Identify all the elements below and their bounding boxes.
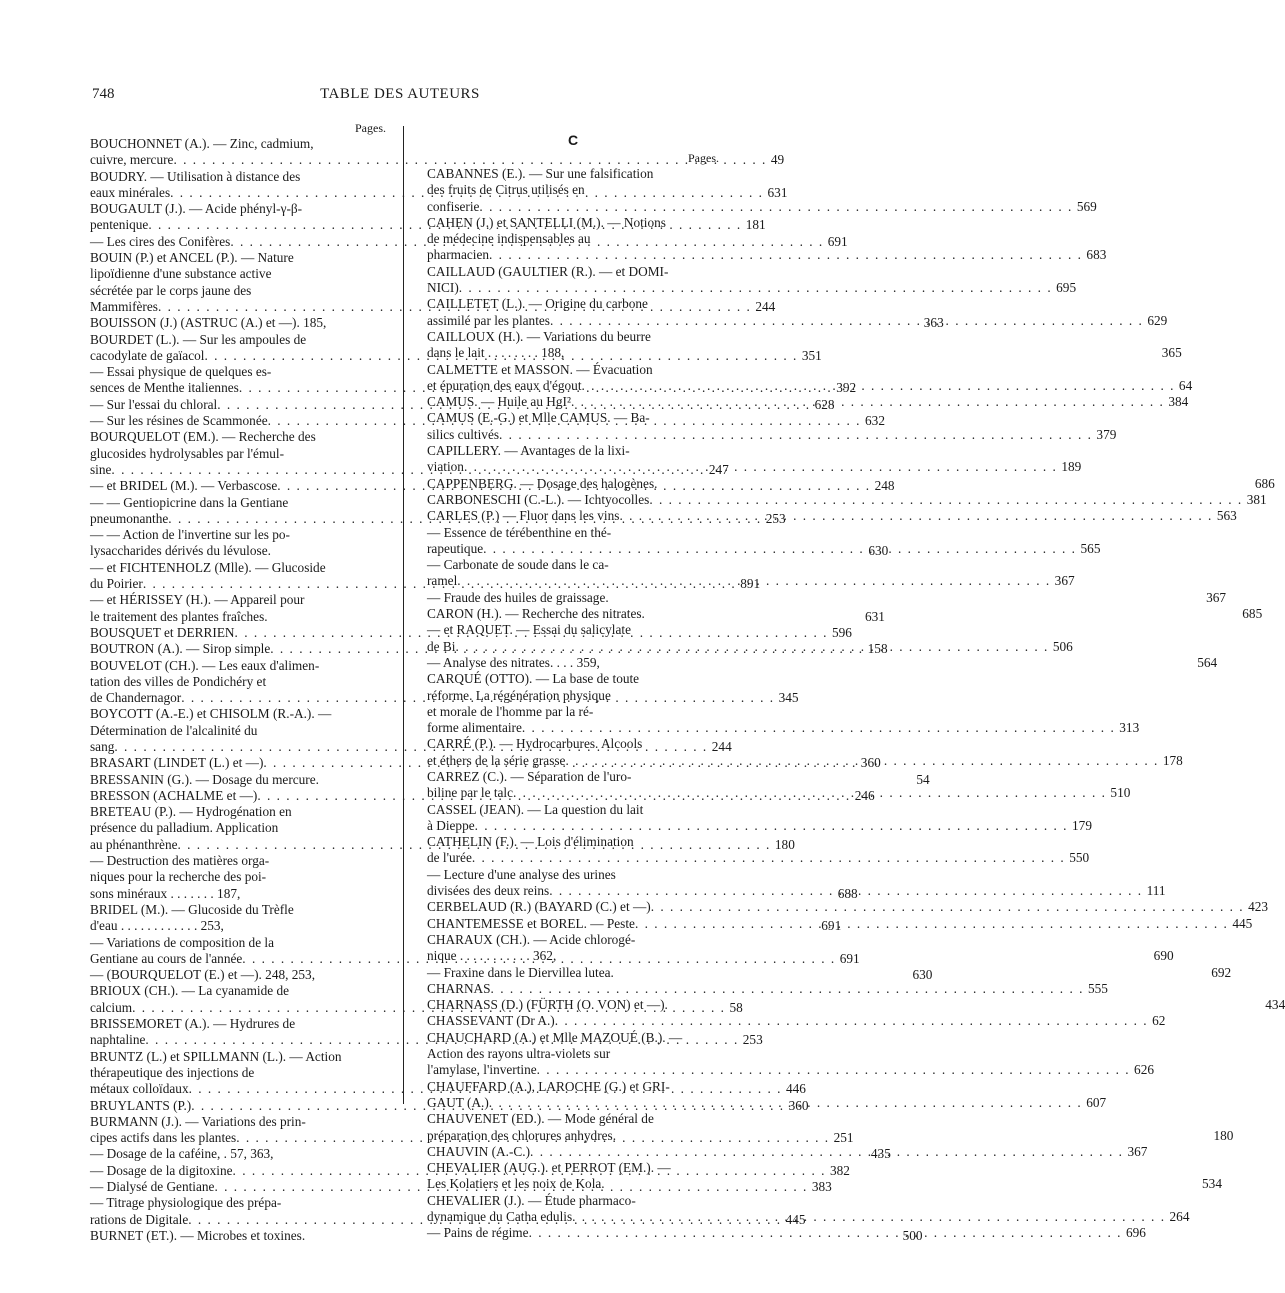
entry-page: 251 bbox=[833, 1130, 854, 1146]
entry-page: 363 bbox=[923, 315, 944, 331]
entry-text: biline par le talc bbox=[427, 785, 514, 801]
index-line bbox=[427, 296, 719, 312]
entry-text: CHAUFFARD (A.), LAROCHE (G.) et GRI- bbox=[427, 1078, 670, 1094]
index-line bbox=[90, 1114, 386, 1130]
index-line bbox=[90, 266, 386, 282]
running-title: TABLE DES AUTEURS bbox=[320, 86, 480, 102]
entry-page: 555 bbox=[1087, 980, 1108, 996]
index-line bbox=[90, 1016, 386, 1032]
index-line bbox=[427, 166, 719, 182]
entry-page: 360 bbox=[788, 1097, 809, 1113]
pages-label: Pages. bbox=[355, 121, 386, 135]
entry-text: de Chandernagor bbox=[90, 690, 182, 706]
entry-text: CAHEN (J.) et SANTELLI (M.). — Notions bbox=[427, 214, 666, 230]
entry-text: sences de Menthe italiennes bbox=[90, 380, 239, 396]
entry-page: 58 bbox=[729, 999, 743, 1015]
entry-page: 392 bbox=[836, 380, 857, 396]
entry-text: CAMUS. — Huile au HgI² bbox=[427, 394, 571, 410]
index-line bbox=[427, 1013, 1166, 1029]
index-line bbox=[427, 329, 719, 345]
entry-text: — Fraxine dans le Diervillea lutea. bbox=[427, 964, 614, 980]
entry-text: assimilé par les plantes bbox=[427, 312, 550, 328]
entry-text: CASSEL (JEAN). — La question du lait bbox=[427, 801, 644, 817]
entry-text: présence du palladium. Application bbox=[90, 820, 279, 836]
column-divider bbox=[403, 126, 404, 1104]
entry-page: 345 bbox=[778, 690, 799, 706]
index-line bbox=[90, 429, 386, 445]
entry-text: CHASSEVANT (Dr A.) bbox=[427, 1013, 555, 1029]
entry-page: 632 bbox=[865, 413, 885, 429]
entry-text: BRIDEL (M.). — Glucoside du Trèfle bbox=[90, 901, 294, 917]
index-line bbox=[427, 850, 1090, 866]
index-line bbox=[90, 332, 386, 348]
pages-label: Pages. bbox=[688, 151, 719, 165]
index-line bbox=[427, 264, 719, 280]
entry-page: 434 bbox=[1265, 997, 1285, 1013]
entry-text: niques pour la recherche des poi- bbox=[90, 869, 267, 885]
entry-text: — Sur les résines de Scammonée bbox=[90, 413, 268, 429]
index-line bbox=[90, 136, 386, 152]
entry-page: 178 bbox=[1162, 752, 1183, 768]
entry-text: BRUNTZ (L.) et SPILLMANN (L.). — Action bbox=[90, 1048, 342, 1064]
entry-page: 696 bbox=[1125, 1225, 1146, 1241]
entry-text: sine bbox=[90, 461, 112, 477]
entry-text: CARQUÉ (OTTO). — La base de toute bbox=[427, 671, 640, 687]
index-line bbox=[427, 198, 1097, 215]
index-line bbox=[427, 817, 1092, 834]
entry-text: d'eau . . . . . . . . . . . . 253, bbox=[90, 918, 224, 934]
index-line bbox=[90, 527, 386, 543]
entry-page: 180 bbox=[1213, 1127, 1234, 1143]
entry-text: — Essence de térébenthine en thé- bbox=[427, 524, 612, 540]
index-line bbox=[90, 283, 386, 299]
entry-text: — Dialysé de Gentiane bbox=[90, 1179, 215, 1194]
entry-text: réforme. La régénération physique bbox=[427, 687, 611, 703]
index-line bbox=[427, 834, 719, 850]
index-line bbox=[427, 622, 719, 638]
index-line bbox=[427, 1046, 719, 1062]
index-line bbox=[427, 443, 719, 459]
entry-text: — Les cires des Conifères bbox=[90, 233, 231, 249]
entry-text: CARON (H.). — Recherche des nitrates. bbox=[427, 606, 645, 622]
entry-text: — Sur l'essai du chloral bbox=[90, 396, 218, 412]
entry-text: Détermination de l'alcalinité du bbox=[90, 722, 258, 738]
index-line bbox=[90, 364, 386, 380]
entry-page: 691 bbox=[839, 950, 860, 966]
entry-page: 685 bbox=[1242, 606, 1263, 622]
index-line bbox=[427, 899, 1269, 915]
entry-text: CATHELIN (F.). — Lois d'élimination bbox=[427, 834, 634, 850]
entry-text: — Essai physique de quelques es- bbox=[90, 364, 272, 380]
entry-page: 111 bbox=[1146, 883, 1166, 899]
entry-text: CERBELAUD (R.) (BAYARD (C.) et —) bbox=[427, 899, 651, 915]
index-line bbox=[427, 867, 719, 883]
entry-page: 500 bbox=[902, 1227, 923, 1243]
entry-page: 54 bbox=[916, 771, 930, 787]
index-line bbox=[90, 902, 386, 918]
entry-text: — Destruction des matières orga- bbox=[90, 853, 270, 869]
entry-page: 367 bbox=[1127, 1143, 1148, 1159]
entry-text: pentenique bbox=[90, 217, 149, 233]
entry-page: 683 bbox=[1086, 247, 1107, 263]
entry-page: 247 bbox=[708, 461, 729, 477]
entry-text: rapeutique bbox=[427, 540, 484, 556]
index-line bbox=[90, 820, 386, 836]
index-line bbox=[427, 557, 719, 573]
entry-text: CAILLAUD (GAULTIER (R.). — et DOMI- bbox=[427, 263, 669, 279]
entry-text: CHEVALIER (AUG.). et PERROT (EM.). — bbox=[427, 1160, 671, 1176]
entry-text: — — Action de l'invertine sur les po- bbox=[90, 527, 290, 543]
entry-text: Action des rayons ultra-violets sur bbox=[427, 1046, 611, 1062]
entry-text: — Dosage de la caféine, . 57, 363, bbox=[90, 1146, 274, 1162]
index-line bbox=[427, 589, 1227, 606]
entry-text: cuivre, mercure bbox=[90, 152, 174, 168]
index-line bbox=[90, 869, 386, 885]
index-line bbox=[427, 736, 719, 752]
entry-page: 365 bbox=[1161, 345, 1182, 361]
entry-text: Mammifères bbox=[90, 298, 158, 314]
entry-text: sons minéraux . . . . . . . 187, bbox=[90, 885, 241, 901]
index-line bbox=[427, 688, 719, 704]
entry-text: Gentiane au cours de l'année bbox=[90, 950, 243, 966]
entry-page: 189 bbox=[1061, 459, 1082, 475]
entry-text: CHEVALIER (J.). — Étude pharmaco- bbox=[427, 1192, 636, 1208]
index-line bbox=[427, 491, 1267, 508]
entry-text: BRASART (LINDET (L.) et —) bbox=[90, 755, 264, 771]
entry-page: 691 bbox=[821, 918, 842, 934]
entry-page: 445 bbox=[785, 1211, 806, 1227]
entry-page: 253 bbox=[765, 510, 786, 526]
index-line bbox=[90, 1195, 386, 1211]
entry-text: BOUGAULT (J.). — Acide phényl-γ-β- bbox=[90, 201, 303, 217]
entry-page: 49 bbox=[770, 152, 785, 168]
entry-page: 690 bbox=[1153, 948, 1174, 964]
entry-text: au phénanthrène bbox=[90, 836, 178, 852]
entry-page: 630 bbox=[912, 967, 933, 983]
index-line bbox=[90, 1049, 386, 1065]
entry-text: dynamique du Catha edulis bbox=[427, 1209, 573, 1224]
index-line bbox=[90, 674, 386, 690]
entry-text: BURNET (ET.). — Microbes et toxines. bbox=[90, 1227, 306, 1243]
entry-text: BOUDRY. — Utilisation à distance des bbox=[90, 168, 301, 184]
entry-text: à Dieppe bbox=[427, 817, 475, 833]
entry-page: 367 bbox=[1206, 589, 1227, 605]
entry-page: 631 bbox=[864, 608, 885, 624]
entry-text: CHANTEMESSE et BOREL. — Peste bbox=[427, 915, 635, 931]
index-line bbox=[427, 280, 1077, 296]
entry-page: 607 bbox=[1086, 1094, 1107, 1110]
entry-page: 534 bbox=[1202, 1176, 1222, 1192]
index-line bbox=[427, 704, 719, 720]
index-line bbox=[427, 1111, 719, 1127]
entry-text: sang bbox=[90, 738, 115, 754]
entry-text: — (BOURQUELOT (E.) et —). 248, 253, bbox=[90, 967, 316, 983]
entry-text: CHAUVENET (ED.). — Mode général de bbox=[427, 1111, 654, 1127]
index-line bbox=[90, 1065, 386, 1081]
entry-text: BRESSON (ACHALME et —) bbox=[90, 787, 258, 803]
entry-text: dans le lait . . . . . . . . 188, bbox=[427, 345, 565, 361]
entry-page: 446 bbox=[785, 1081, 806, 1097]
entry-text: — Analyse des nitrates. . . . 359, bbox=[427, 654, 600, 670]
entry-page: 253 bbox=[742, 1032, 763, 1048]
entry-text: et morale de l'homme par la ré- bbox=[427, 703, 594, 719]
entry-page: 351 bbox=[801, 347, 822, 363]
index-line bbox=[90, 658, 386, 674]
entry-text: CAPPENBERG. — Dosage des halogènes. bbox=[427, 475, 658, 491]
entry-page: 628 bbox=[814, 396, 835, 412]
index-line bbox=[427, 182, 719, 198]
index-line bbox=[90, 169, 386, 185]
entry-page: 244 bbox=[711, 738, 732, 754]
index-line bbox=[90, 935, 386, 951]
entry-page: 180 bbox=[774, 836, 795, 852]
index-line bbox=[427, 1062, 1154, 1078]
entry-text: — Fraude des huiles de graissage. bbox=[427, 589, 609, 605]
entry-page: 248 bbox=[874, 478, 895, 494]
entry-text: BOUCHONNET (A.). — Zinc, cadmium, bbox=[90, 136, 314, 151]
index-line bbox=[427, 802, 719, 818]
entry-text: CARRÉ (P.). — Hydrocarbures. Alcools bbox=[427, 736, 643, 752]
entry-text: tation des villes de Pondichéry et bbox=[90, 673, 267, 689]
entry-page: 695 bbox=[1056, 280, 1077, 296]
entry-page: 550 bbox=[1069, 850, 1090, 866]
entry-text: — et RAQUET. — Essai du salicylate bbox=[427, 622, 631, 638]
entry-page: 435 bbox=[870, 1146, 891, 1162]
entry-text: du Poirier bbox=[90, 576, 143, 592]
entry-text: CARLES (P.) — Fluor dans les vins bbox=[427, 508, 620, 524]
entry-page: 264 bbox=[1169, 1209, 1190, 1224]
entry-text: BOUIN (P.) et ANCEL (P.). — Nature bbox=[90, 250, 294, 266]
entry-text: — Variations de composition de la bbox=[90, 934, 275, 950]
entry-page: 445 bbox=[1232, 915, 1253, 931]
entry-text: BOURDET (L.). — Sur les ampoules de bbox=[90, 331, 307, 347]
entry-text: rations de Digitale bbox=[90, 1211, 189, 1227]
entry-text: — Titrage physiologique des prépa- bbox=[90, 1195, 282, 1211]
entry-text: BRISSEMORET (A.). — Hydrures de bbox=[90, 1016, 296, 1032]
entry-text: ramel bbox=[427, 573, 458, 589]
entry-text: cipes actifs dans les plantes bbox=[90, 1130, 237, 1146]
entry-text: CHARNASS (D.) (FÜRTH (O. VON) et —). bbox=[427, 997, 668, 1013]
entry-text: CHAUVIN (A.-C.) bbox=[427, 1143, 531, 1159]
entry-page: 158 bbox=[867, 641, 888, 657]
entry-text: thérapeutique des injections de bbox=[90, 1064, 255, 1080]
entry-text: glucosides hydrolysables par l'émul- bbox=[90, 445, 285, 461]
index-line bbox=[427, 720, 1140, 736]
entry-text: CAILLOUX (H.). — Variations du beurre bbox=[427, 328, 651, 344]
entry-text: — Pains de régime bbox=[427, 1225, 529, 1241]
entry-text: forme alimentaire bbox=[427, 720, 522, 736]
entry-text: et éthers de la série grasse bbox=[427, 752, 566, 768]
entry-text: BRIOUX (CH.). — La cyanamide de bbox=[90, 983, 290, 999]
entry-text: des fruits de Citrus utilisés en bbox=[427, 182, 585, 198]
entry-text: de l'urée bbox=[427, 850, 472, 866]
index-line bbox=[90, 804, 386, 820]
entry-text: CARREZ (C.). — Séparation de l'uro- bbox=[427, 768, 632, 784]
index-line bbox=[90, 446, 386, 462]
entry-page: 510 bbox=[1110, 785, 1131, 801]
entry-text: divisées des deux reins bbox=[427, 883, 550, 899]
entry-page: 313 bbox=[1119, 720, 1140, 736]
entry-page: 246 bbox=[854, 787, 875, 803]
entry-text: viation bbox=[427, 459, 464, 475]
entry-text: CALMETTE et MASSON. — Évacuation bbox=[427, 361, 653, 377]
entry-text: — et BRIDEL (M.). — Verbascose bbox=[90, 478, 278, 494]
entry-page: 62 bbox=[1152, 1013, 1166, 1029]
entry-text: BOUTRON (A.). — Sirop simple bbox=[90, 641, 271, 657]
entry-text: CHAUCHARD (A.) et Mlle MAZOUÉ (B.). — bbox=[427, 1029, 683, 1045]
entry-page: 382 bbox=[829, 1162, 850, 1178]
page-number: 748 bbox=[92, 86, 115, 102]
entry-page: 181 bbox=[745, 217, 766, 233]
index-line bbox=[427, 426, 1117, 443]
entry-page: 381 bbox=[1246, 491, 1267, 507]
entry-text: CAPILLERY. — Avantages de la lixi- bbox=[427, 443, 630, 459]
entry-text: BOUISSON (J.) (ASTRUC (A.) et —). 185, bbox=[90, 315, 327, 331]
entry-page: 64 bbox=[1178, 377, 1193, 393]
entry-text: CAILLETET (L.). — Origine du carbone bbox=[427, 296, 648, 312]
index-line bbox=[427, 671, 719, 687]
entry-text: cacodylate de gaïacol bbox=[90, 347, 205, 363]
index-line bbox=[427, 247, 1107, 263]
entry-text: lysaccharides dérivés du lévulose. bbox=[90, 543, 271, 559]
index-line bbox=[90, 706, 386, 722]
index-line bbox=[427, 215, 719, 231]
entry-text: calcium bbox=[90, 999, 133, 1015]
index-line bbox=[90, 250, 386, 266]
index-line bbox=[90, 983, 386, 999]
entry-text: BURMANN (J.). — Variations des prin- bbox=[90, 1113, 306, 1129]
entry-text: BOURQUELOT (EM.). — Recherche des bbox=[90, 429, 316, 445]
entry-page: 596 bbox=[831, 624, 852, 640]
entry-page: 626 bbox=[1134, 1062, 1154, 1078]
entry-text: BRETEAU (P.). — Hydrogénation en bbox=[90, 804, 292, 820]
entry-text: — Lecture d'une analyse des urines bbox=[427, 866, 616, 882]
entry-text: — et HÉRISSEY (H.). — Appareil pour bbox=[90, 592, 305, 608]
index-line bbox=[90, 853, 386, 869]
index-line bbox=[427, 980, 1108, 997]
index-line bbox=[427, 231, 719, 247]
entry-text: préparation des chlorures anhydres. bbox=[427, 1127, 617, 1143]
entry-text: pharmacien bbox=[427, 247, 490, 263]
entry-page: 179 bbox=[1072, 817, 1092, 833]
entry-page: 565 bbox=[1080, 540, 1101, 556]
entry-text: CHARNAS bbox=[427, 980, 491, 996]
entry-page: 688 bbox=[837, 885, 858, 901]
index-line bbox=[427, 1160, 719, 1176]
entry-text: — — Gentiopicrine dans la Gentiane bbox=[90, 494, 289, 510]
entry-text: de Bi bbox=[427, 638, 456, 654]
entry-page: 384 bbox=[1168, 394, 1189, 410]
entry-page: 686 bbox=[1254, 475, 1275, 491]
entry-page: 569 bbox=[1076, 198, 1097, 214]
index-line bbox=[427, 769, 719, 785]
entry-page: 630 bbox=[868, 543, 889, 559]
entry-text: CHARAUX (CH.). — Acide chlorogé- bbox=[427, 931, 636, 947]
entry-page: 563 bbox=[1216, 508, 1237, 524]
entry-text: CAMUS (E.-G.) et Mlle CAMUS. — Ba- bbox=[427, 410, 650, 426]
index-line bbox=[427, 932, 719, 948]
entry-page: 564 bbox=[1197, 654, 1218, 670]
entry-text: BOUSQUET et DERRIEN bbox=[90, 624, 235, 640]
entry-text: et épuration des eaux d'égout bbox=[427, 377, 582, 393]
entry-text: CABANNES (E.). — Sur une falsification bbox=[427, 166, 654, 181]
entry-text: BRESSANIN (G.). — Dosage du mercure. bbox=[90, 771, 319, 787]
entry-page: 629 bbox=[1147, 312, 1168, 328]
entry-page: 383 bbox=[811, 1179, 832, 1194]
entry-text: — Dosage de la digitoxine bbox=[90, 1162, 233, 1178]
index-line bbox=[427, 410, 719, 426]
entry-text: CARBONESCHI (C.-L.). — Ichtyocolles bbox=[427, 491, 650, 507]
entry-page: 423 bbox=[1248, 899, 1269, 915]
entry-text: confiserie bbox=[427, 198, 480, 214]
entry-text: lipoïdienne d'une substance active bbox=[90, 266, 272, 282]
index-line bbox=[427, 1079, 719, 1095]
index-line bbox=[90, 560, 386, 576]
entry-page: 631 bbox=[767, 184, 788, 200]
entry-page: 692 bbox=[1211, 964, 1232, 980]
entry-text: le traitement des plantes fraîches. bbox=[90, 608, 268, 624]
entry-text: BOYCOTT (A.-E.) et CHISOLM (R.-A.). — bbox=[90, 706, 332, 722]
index-line bbox=[427, 525, 719, 541]
entry-text: sécrétée par le corps jaune des bbox=[90, 282, 252, 298]
entry-text: GAUT (A.) bbox=[427, 1094, 489, 1110]
entry-page: 506 bbox=[1052, 638, 1073, 654]
entry-page: 360 bbox=[860, 755, 881, 771]
entry-text: eaux minérales bbox=[90, 184, 171, 200]
entry-text: nique . . . . . . . . . . . 362, bbox=[427, 948, 557, 964]
entry-text: BOUVELOT (CH.). — Les eaux d'alimen- bbox=[90, 657, 320, 673]
page-header bbox=[0, 86, 800, 106]
entry-text: silics cultivés bbox=[427, 426, 500, 442]
entry-page: 691 bbox=[827, 233, 848, 249]
index-line bbox=[427, 654, 1218, 671]
entry-text: — Carbonate de soude dans le ca- bbox=[427, 557, 609, 573]
entry-text: l'amylase, l'invertine bbox=[427, 1062, 537, 1078]
index-line bbox=[427, 1193, 719, 1209]
entry-page: 891 bbox=[740, 576, 761, 592]
entry-text: naphtaline bbox=[90, 1032, 146, 1048]
entry-text: NICI) bbox=[427, 280, 459, 296]
entry-page: 379 bbox=[1096, 426, 1117, 442]
entry-text: métaux colloïdaux bbox=[90, 1081, 189, 1097]
index-line bbox=[90, 495, 386, 511]
entry-text: BRUYLANTS (P.) bbox=[90, 1097, 192, 1113]
index-line bbox=[90, 723, 386, 739]
entry-text: — et FICHTENHOLZ (Mlle). — Glucoside bbox=[90, 559, 326, 575]
entry-text: Les Kolatiers et les noix de Kola. bbox=[427, 1176, 605, 1192]
index-line bbox=[427, 362, 719, 378]
entry-page: 367 bbox=[1054, 573, 1075, 589]
entry-text: de médecine indispensables au bbox=[427, 231, 591, 247]
entry-text: pneumonanthe bbox=[90, 510, 169, 526]
index-line bbox=[90, 201, 386, 217]
section-letter: C bbox=[567, 132, 579, 148]
index-line bbox=[90, 592, 386, 608]
entry-page: 244 bbox=[755, 298, 776, 314]
index-line bbox=[427, 1030, 719, 1046]
